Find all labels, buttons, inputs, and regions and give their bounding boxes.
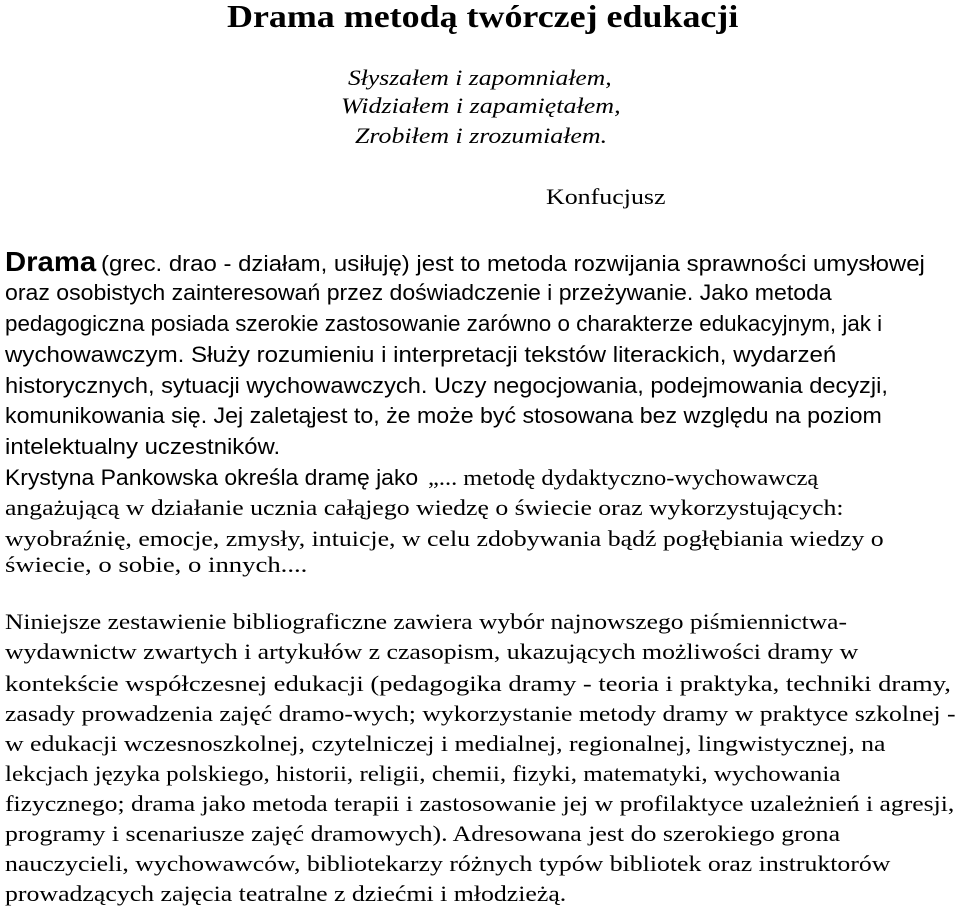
bibliography-line: lekcjach języka polskiego, historii, religii, chemii, fizyki, matematyki, wychowania [5,761,841,786]
bibliography-line: wydawnictw zwartych i artykułów z czasopism, ukazujących możliwości dramy w [5,639,859,664]
quote-attribution: Krystyna Pankowska określa dramę jako [5,465,419,490]
epigraph-line: Zrobiłem i zrozumiałem. [355,123,608,148]
epigraph-line: Słyszałem i zapomniałem, [348,65,612,90]
intro-line: historycznych, sytuacji wychowawczych. Uczy negocjowania, podejmowania decyzji, [5,373,888,398]
intro-line: pedagogiczna posiada szerokie zastosowanie zarówno o charakterze edukacyjnym, jak i [5,311,883,336]
bibliography-line: zasady prowadzenia zajęć dramo-wych; wykorzystanie metody dramy w praktyce szkolnej - [5,701,956,726]
epigraph-author: Konfucjusz [546,184,666,209]
intro-term: Drama [5,246,97,277]
bibliography-line: nauczycieli, wychowawców, bibliotekarzy różnych typów bibliotek oraz instruktorów [5,851,891,876]
quote-line: angażującą w działanie ucznia całąjego wiedzę o świecie oraz wykorzystujących: [5,495,844,520]
bibliography-line: prowadzących zajęcia teatralne z dziećmi i młodzieżą. [5,881,567,906]
bibliography-line: w edukacji wczesnoszkolnej, czytelniczej i medialnej, regionalnej, lingwistycznej, na [5,731,886,756]
intro-line: wychowawczym. Służy rozumieniu i interpretacji tekstów literackich, wydarzeń [5,342,837,367]
bibliography-line: Niniejsze zestawienie bibliograficzne zawiera wybór najnowszego piśmiennictwa- [5,609,847,634]
intro-line: komunikowania się. Jej zaletąjest to, że może być stosowana bez względu na poziom [5,403,882,428]
quote-line: „... metodę dydaktyczno-wychowawczą [428,465,819,490]
intro-line: intelektualny uczestników. [5,434,281,459]
page-title: Drama metodą twórczej edukacji [227,0,739,34]
quote-line: wyobraźnię, emocje, zmysły, intuicje, w celu zdobywania bądź pogłębiania wiedzy o [5,526,884,551]
quote-line: świecie, o sobie, o innych.... [5,552,308,577]
intro-line: (grec. drao - działam, usiłuję) jest to metoda rozwijania sprawności umysłowej [101,251,925,276]
bibliography-line: fizycznego; drama jako metoda terapii i zastosowanie jej w profilaktyce uzależnień i agresji, [5,791,955,816]
bibliography-line: kontekście współczesnej edukacji (pedagogika dramy - teoria i praktyka, techniki dramy, [5,671,951,696]
intro-line: oraz osobistych zainteresowań przez doświadczenie i przeżywanie. Jako metoda [5,280,832,305]
bibliography-line: programy i scenariusze zajęć dramowych). Adresowana jest do szerokiego grona [5,821,841,846]
epigraph-line: Widziałem i zapamiętałem, [341,93,621,118]
